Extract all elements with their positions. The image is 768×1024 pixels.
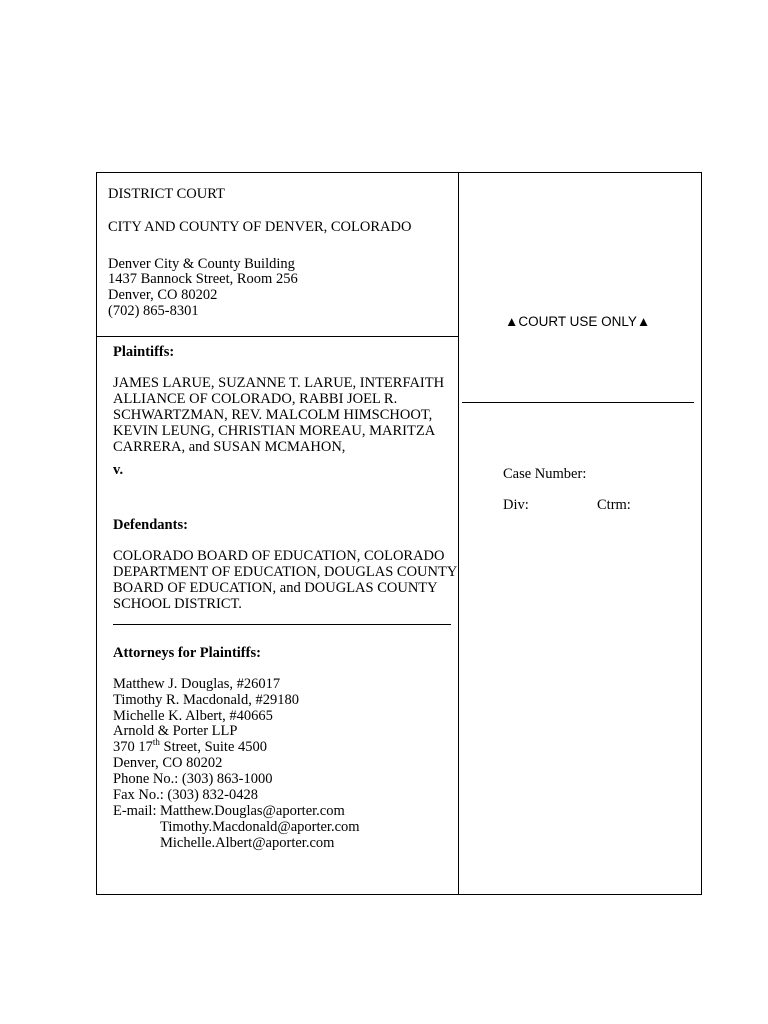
street-suffix: Street, Suite 4500 xyxy=(159,739,268,755)
email-address: Timothy.Macdonald@aporter.com xyxy=(160,819,360,835)
case-number-label: Case Number: xyxy=(503,466,587,482)
court-use-rule xyxy=(462,402,694,403)
attorney-name: Michelle K. Albert, #40665 xyxy=(113,708,273,724)
email-address: Michelle.Albert@aporter.com xyxy=(160,835,335,851)
firm-city: Denver, CO 80202 xyxy=(113,755,223,771)
plaintiff-names-line: SCHWARTZMAN, REV. MALCOLM HIMSCHOOT, xyxy=(113,407,433,423)
court-name: DISTRICT COURT xyxy=(108,186,225,202)
plaintiff-names-line: JAMES LARUE, SUZANNE T. LARUE, INTERFAITH xyxy=(113,375,445,391)
firm-phone: Phone No.: (303) 863-1000 xyxy=(113,771,273,787)
street-ordinal: th xyxy=(152,737,160,748)
court-section-divider xyxy=(96,336,459,337)
plaintiff-names-line: ALLIANCE OF COLORADO, RABBI JOEL R. xyxy=(113,391,398,407)
plaintiff-names-line: CARRERA, and SUSAN MCMAHON, xyxy=(113,439,346,455)
defendant-names-line: SCHOOL DISTRICT. xyxy=(113,596,242,612)
plaintiff-names-line: KEVIN LEUNG, CHRISTIAN MOREAU, MARITZA xyxy=(113,423,436,439)
defendant-names-line: DEPARTMENT OF EDUCATION, DOUGLAS COUNTY xyxy=(113,564,458,580)
email-address: Matthew.Douglas@aporter.com xyxy=(160,803,345,819)
plaintiffs-heading: Plaintiffs: xyxy=(113,344,175,360)
street-prefix: 370 17 xyxy=(113,739,153,755)
email-label: E-mail: xyxy=(113,803,157,819)
defendants-heading: Defendants: xyxy=(113,517,188,533)
court-address-line: Denver, CO 80202 xyxy=(108,287,218,303)
court-address-line: 1437 Bannock Street, Room 256 xyxy=(108,271,298,287)
defendant-names-line: BOARD OF EDUCATION, and DOUGLAS COUNTY xyxy=(113,580,438,596)
versus-label: v. xyxy=(113,462,124,478)
column-divider xyxy=(458,172,459,895)
court-use-only-label: ▲COURT USE ONLY▲ xyxy=(505,314,651,329)
court-county: CITY AND COUNTY OF DENVER, COLORADO xyxy=(108,219,412,235)
defendant-names-line: COLORADO BOARD OF EDUCATION, COLORADO xyxy=(113,548,445,564)
court-phone: (702) 865-8301 xyxy=(108,303,199,319)
attorney-name: Matthew J. Douglas, #26017 xyxy=(113,676,281,692)
div-label: Div: xyxy=(503,497,529,513)
ctrm-label: Ctrm: xyxy=(597,497,631,513)
court-address-line: Denver City & County Building xyxy=(108,256,295,272)
attorney-name: Timothy R. Macdonald, #29180 xyxy=(113,692,299,708)
law-firm-name: Arnold & Porter LLP xyxy=(113,723,238,739)
firm-street-address xyxy=(113,739,267,755)
attorneys-heading: Attorneys for Plaintiffs: xyxy=(113,645,261,661)
defendants-rule xyxy=(113,624,451,625)
firm-fax: Fax No.: (303) 832-0428 xyxy=(113,787,258,803)
